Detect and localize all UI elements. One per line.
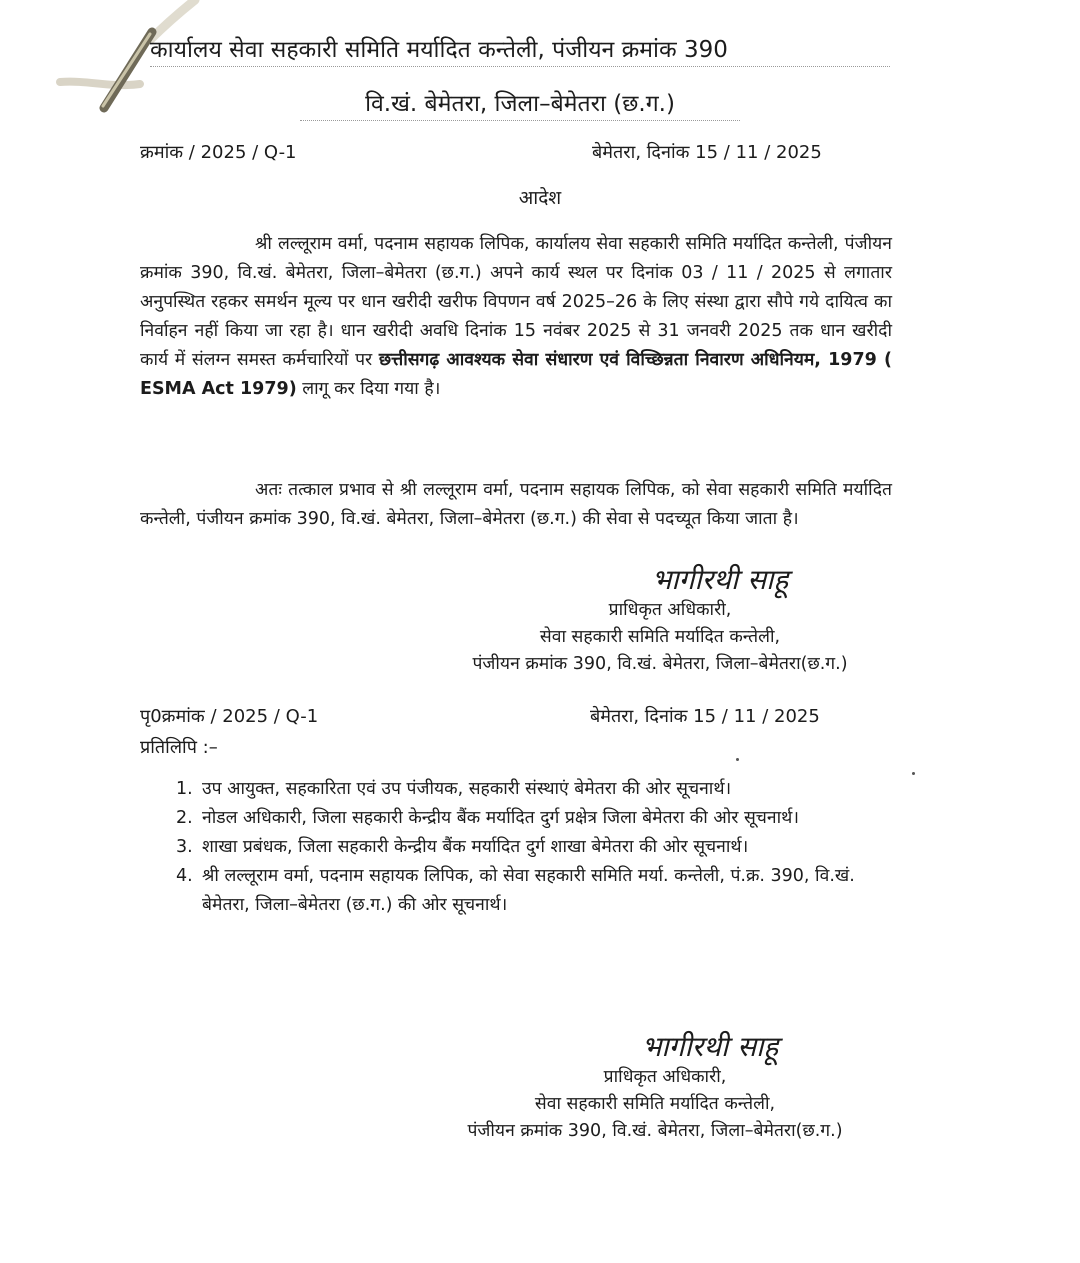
office-header-line1: कार्यालय सेवा सहकारी समिति मर्यादित कन्तेली, पंजीयन क्रमांक 390 (150, 32, 890, 67)
signatory-designation: प्राधिकृत अधिकारी, (608, 600, 732, 620)
copy-to-label: प्रतिलिपि :– (140, 737, 218, 758)
paper-speck (736, 758, 739, 761)
office-header-line2: वि.खं. बेमेतरा, जिला–बेमेतरा (छ.ग.) (300, 86, 740, 121)
copy-reference-number: पृ0क्रमांक / 2025 / Q-1 (140, 706, 319, 727)
copy-signature-block (400, 1030, 910, 1145)
copy-place-date: बेमेतरा, दिनांक 15 / 11 / 2025 (590, 706, 820, 727)
order-paragraph-2: अतः तत्काल प्रभाव से श्री लल्लूराम वर्मा, पदनाम सहायक लिपिक, को सेवा सहकारी समिति मर्यादित कन्तेली, पंजीयन क्रमांक 390, वि.खं. बेमेतरा, जिला–बेमेतरा (छ.ग.) की सेवा से पदच्यूत किया जाता है। (140, 480, 892, 529)
signatory-organization: सेवा सहकारी समिति मर्यादित कन्तेली, (539, 627, 781, 647)
order-signature-block (420, 563, 900, 678)
signatory-designation: प्राधिकृत अधिकारी, (603, 1067, 727, 1087)
signatory-organization: सेवा सहकारी समिति मर्यादित कन्तेली, (534, 1094, 776, 1114)
copy-recipients-list (176, 775, 896, 920)
order-paragraph-1-end: लागू कर दिया गया है। (296, 379, 441, 399)
esma-act-reference: छत्तीसगढ़ आवश्यक सेवा संधारण एवं विच्छिन्नता निवारण अधिनियम, 1979 ( ESMA Act 1979) (140, 350, 892, 399)
paper-speck (912, 772, 915, 775)
order-place-date: बेमेतरा, दिनांक 15 / 11 / 2025 (592, 142, 822, 163)
copy-recipient-item: 3. शाखा प्रबंधक, जिला सहकारी केन्द्रीय बैंक मर्यादित दुर्ग शाखा बेमेतरा की ओर सूचनार्थ। (176, 837, 749, 857)
signature-scrawl: भागीरथी साहू (641, 1030, 779, 1063)
signatory-address: पंजीयन क्रमांक 390, वि.खं. बेमेतरा, जिला–बेमेतरा(छ.ग.) (467, 1121, 843, 1141)
copy-recipient-item: 1. उप आयुक्त, सहकारिता एवं उप पंजीयक, सहकारी संस्थाएं बेमेतरा की ओर सूचनार्थ। (176, 779, 732, 799)
order-paragraph-1-start: श्री लल्लूराम वर्मा, पदनाम सहायक लिपिक, कार्यालय सेवा सहकारी समिति मर्यादित कन्तेली, पंजीयन क्रमांक 390, वि.खं. बेमेतरा, जिला–बेमेतरा (छ.ग.) अपने कार्य स्थल पर दिनांक 03 / 11 / 2025 से लगातार अनुपस्थित रहकर समर्थन मूल्य पर धान खरीदी खरीफ विपणन वर्ष 2025–26 के लिए संस्था द्वारा सौपे गये दायित्व का निर्वाहन नहीं किया जा रहा है। धान खरीदी अवधि दिनांक 15 नवंबर 2025 से 31 जनवरी 2025 तक धान खरीदी कार्य में संलग्न समस्त कर्मचारियों पर (140, 234, 892, 370)
copy-recipient-item: 4. श्री लल्लूराम वर्मा, पदनाम सहायक लिपिक, को सेवा सहकारी समिति मर्या. कन्तेली, पं.क्र. 390, वि.खं. बेमेतरा, जिला–बेमेतरा (छ.ग.) की ओर सूचनार्थ। (176, 866, 855, 915)
order-paragraph-1 (140, 230, 892, 404)
signature-scrawl: भागीरथी साहू (651, 563, 789, 596)
order-title: आदेश (518, 187, 562, 209)
order-reference-number: क्रमांक / 2025 / Q-1 (140, 142, 297, 163)
copy-recipient-item: 2. नोडल अधिकारी, जिला सहकारी केन्द्रीय बैंक मर्यादित दुर्ग प्रक्षेत्र जिला बेमेतरा की ओर सूचनार्थ। (176, 808, 799, 828)
signatory-address: पंजीयन क्रमांक 390, वि.खं. बेमेतरा, जिला–बेमेतरा(छ.ग.) (472, 654, 848, 674)
